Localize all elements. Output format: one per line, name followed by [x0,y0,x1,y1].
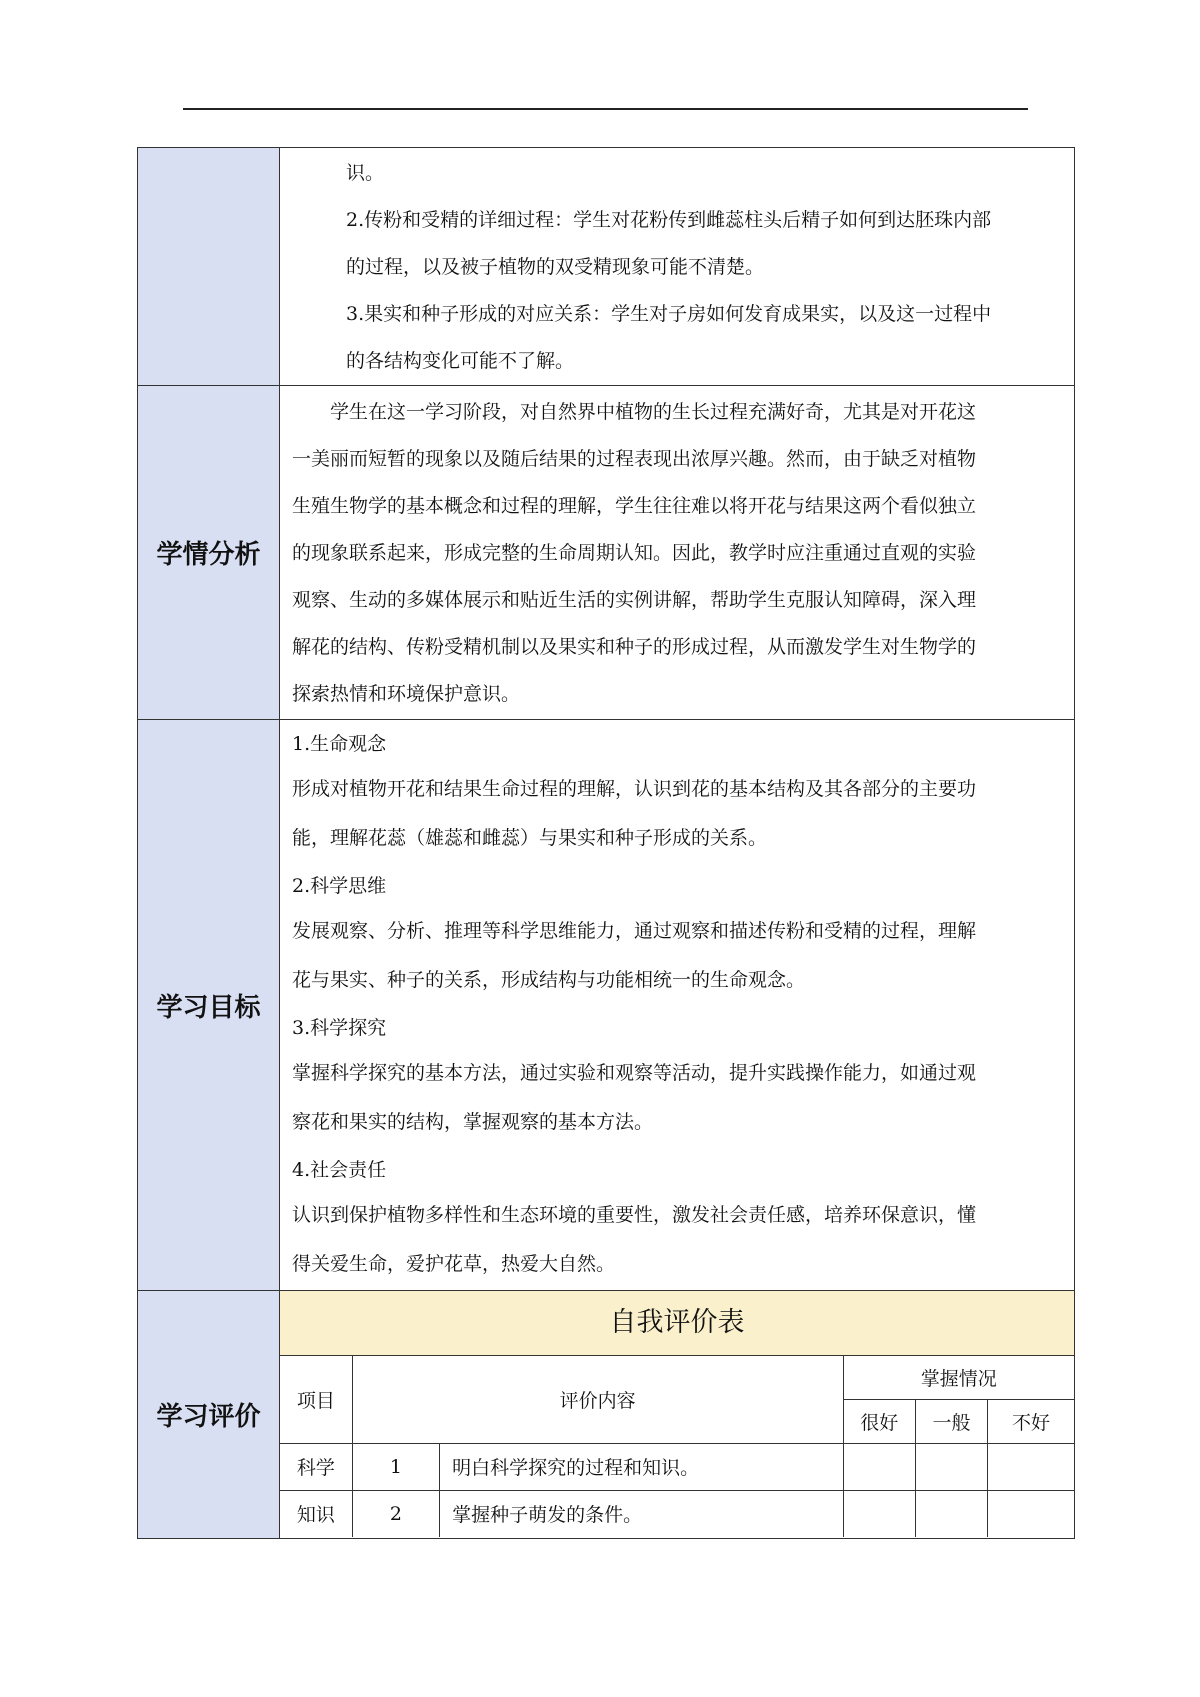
rating-fair-cell[interactable] [915,1443,987,1490]
objective-line: 察花和果实的结构，掌握观察的基本方法。 [292,1111,654,1133]
analysis-line: 学生在这一学习阶段，对自然界中植物的生长过程充满好奇，尤其是对开花这 [330,401,977,423]
objective-line: 认识到保护植物多样性和生态环境的重要性，激发社会责任感，培养环保意识，懂 [292,1204,977,1226]
header-fair: 一般 [915,1399,987,1443]
analysis-line: 观察、生动的多媒体展示和贴近生活的实例讲解，帮助学生克服认知障碍，深入理 [292,589,977,611]
continuation-content-cell [280,148,1075,386]
continuation-line: 的过程，以及被子植物的双受精现象可能不清楚。 [346,256,765,278]
rating-good-cell[interactable] [843,1443,915,1490]
row-content: 明白科学探究的过程和知识。 [440,1443,844,1490]
self-evaluation-title: 自我评价表 [280,1291,1074,1356]
objective-heading: 4.社会责任 [292,1159,387,1181]
header-good: 很好 [843,1399,915,1443]
rating-good-cell[interactable] [843,1490,915,1537]
evaluation-content-cell [280,1291,1075,1539]
objective-line: 形成对植物开花和结果生命过程的理解，认识到花的基本结构及其各部分的主要功 [292,778,977,800]
continuation-line: 2.传粉和受精的详细过程：学生对花粉传到雌蕊柱头后精子如何到达胚珠内部 [346,209,992,231]
objective-line: 花与果实、种子的关系，形成结构与功能相统一的生命观念。 [292,969,806,991]
row-number: 2 [352,1490,439,1537]
header-mastery: 掌握情况 [843,1356,1074,1399]
objective-line: 掌握科学探究的基本方法，通过实验和观察等活动，提升实践操作能力，如通过观 [292,1062,977,1084]
lesson-plan-table [137,147,1075,1539]
header-poor: 不好 [988,1399,1074,1443]
category-cell-bottom: 知识 [280,1490,352,1537]
objectives-row [138,720,1075,1291]
rating-fair-cell[interactable] [915,1490,987,1537]
analysis-line: 的现象联系起来，形成完整的生命周期认知。因此，教学时应注重通过直观的实验 [292,542,977,564]
objective-line: 发展观察、分析、推理等科学思维能力，通过观察和描述传粉和受精的过程，理解 [292,920,977,942]
continuation-line: 识。 [346,162,385,184]
continuation-line: 的各结构变化可能不了解。 [346,350,575,372]
analysis-line: 探索热情和环境保护意识。 [292,683,521,705]
header-item: 项目 [280,1356,352,1443]
rating-poor-cell[interactable] [988,1490,1074,1537]
row-content: 掌握种子萌发的条件。 [440,1490,844,1537]
evaluation-row [138,1291,1075,1539]
self-evaluation-table [280,1356,1074,1537]
analysis-line: 一美丽而短暂的现象以及随后结果的过程表现出浓厚兴趣。然而，由于缺乏对植物 [292,448,977,470]
category-cell-top: 科学 [280,1443,352,1490]
objective-heading: 2.科学思维 [292,875,387,897]
analysis-line: 解花的结构、传粉受精机制以及果实和种子的形成过程，从而激发学生对生物学的 [292,636,977,658]
rating-poor-cell[interactable] [988,1443,1074,1490]
objectives-content-cell [280,720,1075,1291]
row-number: 1 [352,1443,439,1490]
objective-line: 能，理解花蕊（雄蕊和雌蕊）与果实和种子形成的关系。 [292,827,768,849]
objective-heading: 3.科学探究 [292,1017,387,1039]
continuation-label-cell [138,148,280,386]
analysis-row [138,386,1075,720]
analysis-label: 学情分析 [138,386,280,720]
objective-line: 得关爱生命，爱护花草，热爱大自然。 [292,1253,616,1275]
header-content: 评价内容 [352,1356,843,1443]
objectives-label: 学习目标 [138,720,280,1291]
header-rule [183,108,1028,110]
continuation-row [138,148,1075,386]
continuation-line: 3.果实和种子形成的对应关系：学生对子房如何发育成果实，以及这一过程中 [346,303,992,325]
analysis-content-cell [280,386,1075,720]
evaluation-label: 学习评价 [138,1291,280,1539]
objective-heading: 1.生命观念 [292,733,387,755]
analysis-line: 生殖生物学的基本概念和过程的理解，学生往往难以将开花与结果这两个看似独立 [292,495,977,517]
